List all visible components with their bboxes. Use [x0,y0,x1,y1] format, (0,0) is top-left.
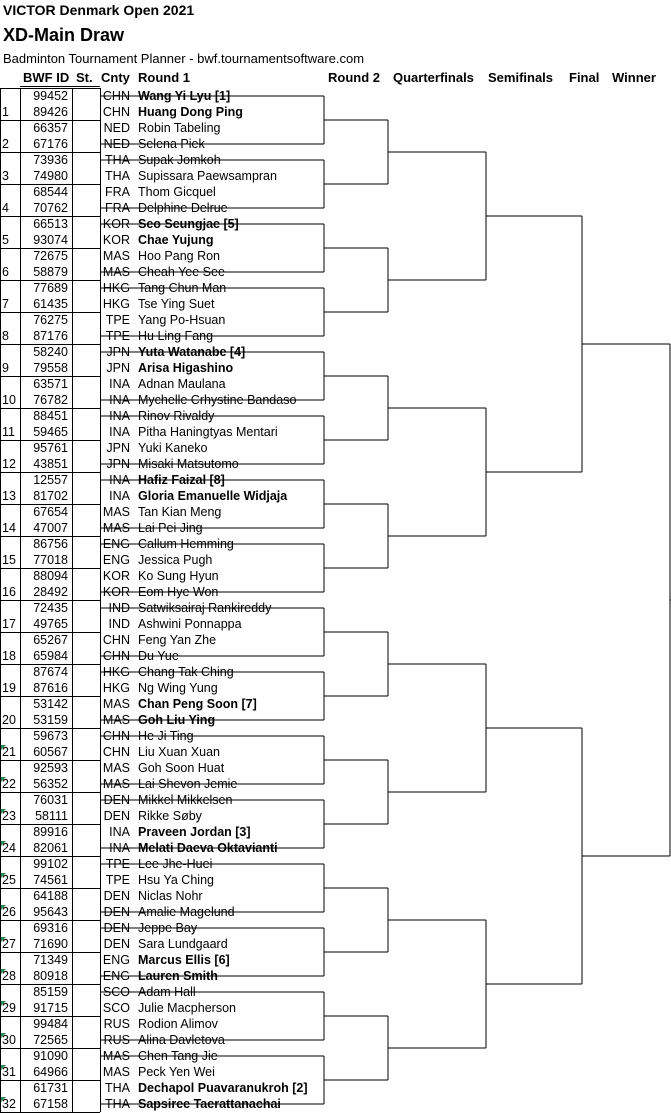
entry-number: 15 [2,553,16,567]
entry-number: 11 [2,425,15,439]
player-country: MAS [102,761,130,775]
player-country: MAS [102,521,130,535]
player-bwf-id: 87176 [33,329,68,343]
player-country: KOR [102,569,130,583]
player-name: Eom Hye Won [138,585,219,599]
player-country: DEN [103,793,130,807]
entry-number: 4 [2,201,9,215]
player-bwf-id: 58111 [35,809,68,823]
player-bwf-id: 61435 [33,297,68,311]
player-country: THA [105,169,130,183]
entry-number: 16 [2,585,16,599]
player-bwf-id: 88094 [33,569,68,583]
entry-number: 20 [2,713,16,727]
player-country: CHN [102,105,130,119]
player-country: NED [103,137,130,151]
player-country: KOR [102,233,130,247]
player-name: Sapsiree Taerattanachai [138,1097,281,1111]
player-name: Julie Macpherson [138,1001,236,1015]
player-country: DEN [103,905,130,919]
source-line: Badminton Tournament Planner - bwf.tournamentsoftware.com [3,51,365,66]
entry-number: 24 [2,841,16,855]
player-name: Hu Ling Fang [138,329,214,343]
player-name: Ng Wing Yung [138,681,218,695]
player-bwf-id: 72565 [33,1033,68,1047]
player-bwf-id: 65267 [33,633,68,647]
player-name: Satwiksairaj Rankireddy [138,601,272,615]
player-name: Tang Chun Man [138,281,227,295]
entry-number: 32 [2,1097,16,1111]
player-name: Chan Peng Soon [7] [138,697,257,711]
player-bwf-id: 81702 [33,489,68,503]
player-name: Cheah Yee See [138,265,225,279]
player-bwf-id: 59673 [33,729,68,743]
player-bwf-id: 76275 [33,313,68,327]
entry-number: 29 [2,1001,16,1015]
entry-number: 14 [2,521,16,535]
event-title: VICTOR Denmark Open 2021 [3,2,195,18]
player-country: MAS [102,505,130,519]
player-bwf-id: 82061 [33,841,68,855]
player-name: Rodion Alimov [138,1017,218,1031]
player-bwf-id: 92593 [33,761,68,775]
player-country: CHN [102,649,130,663]
player-name: Melati Daeva Oktavianti [138,841,278,855]
player-bwf-id: 88451 [33,409,68,423]
player-country: CHN [102,745,130,759]
player-bwf-id: 95761 [33,441,68,455]
player-country: TPE [105,313,130,327]
entry-number: 10 [2,393,16,407]
player-name: Adam Hall [138,985,196,999]
player-country: MAS [102,697,130,711]
player-bwf-id: 64966 [33,1065,68,1079]
player-name: Marcus Ellis [6] [138,953,230,967]
player-bwf-id: 86756 [33,537,68,551]
player-name: Seo Seungjae [5] [138,217,239,231]
player-country: THA [105,153,130,167]
entry-number: 1 [2,105,9,119]
player-name: Jessica Pugh [138,553,213,567]
player-country: ENG [102,553,130,567]
player-name: Hsu Ya Ching [138,873,214,887]
player-name: Hafiz Faizal [8] [138,473,225,487]
player-name: Tse Ying Suet [138,297,215,311]
player-name: Amalie Magelund [138,905,235,919]
entry-number: 5 [2,233,9,247]
entry-number: 18 [2,649,16,663]
player-country: MAS [102,777,130,791]
player-bwf-id: 91715 [33,1001,68,1015]
player-bwf-id: 72435 [33,601,68,615]
player-bwf-id: 47007 [33,521,68,535]
player-name: Lee Jhe-Huei [138,857,213,871]
player-bwf-id: 66513 [33,217,68,231]
player-bwf-id: 79558 [33,361,68,375]
player-name: Arisa Higashino [138,361,234,375]
player-bwf-id: 77018 [33,553,68,567]
player-bwf-id: 68544 [33,185,68,199]
player-country: CHN [102,89,130,103]
player-name: Ashwini Ponnappa [138,617,242,631]
player-name: Rinov Rivaldy [138,409,215,423]
player-country: DEN [103,889,130,903]
player-country: INA [109,825,130,839]
player-country: ENG [102,953,130,967]
player-name: Goh Soon Huat [138,761,225,775]
player-name: Hoo Pang Ron [138,249,221,263]
player-name: Feng Yan Zhe [138,633,217,647]
player-name: Jeppe Bay [138,921,198,935]
player-country: THA [105,1097,130,1111]
player-name: Praveen Jordan [3] [138,825,251,839]
entry-number: 30 [2,1033,16,1047]
player-name: Lai Pei Jing [138,521,203,535]
player-name: Yuta Watanabe [4] [138,345,246,359]
player-bwf-id: 76782 [33,393,68,407]
header-status: St. [76,70,93,85]
player-name: Callum Hemming [138,537,234,551]
player-bwf-id: 93074 [33,233,68,247]
player-name: Ko Sung Hyun [138,569,219,583]
player-name: Mychelle Crhystine Bandaso [138,393,297,407]
player-bwf-id: 95643 [33,905,68,919]
player-country: HKG [102,297,130,311]
header-round1: Round 1 [138,70,190,85]
player-country: SCO [102,985,130,999]
player-country: HKG [102,665,130,679]
player-country: INA [109,377,130,391]
player-name: Misaki Matsutomo [138,457,239,471]
player-bwf-id: 89426 [33,105,68,119]
player-name: Rikke Søby [138,809,202,823]
entry-number: 6 [2,265,9,279]
player-country: JPN [106,345,130,359]
player-country: HKG [102,281,130,295]
player-country: INA [109,489,130,503]
player-country: INA [109,841,130,855]
entry-number: 13 [2,489,16,503]
player-name: Pitha Haningtyas Mentari [138,425,278,439]
player-country: HKG [102,681,130,695]
player-country: RUS [103,1033,130,1047]
player-bwf-id: 74980 [33,169,68,183]
player-bwf-id: 71690 [33,937,68,951]
player-name: Wang Yi Lyu [1] [138,89,231,103]
player-name: Thom Gicquel [138,185,216,199]
player-name: Chang Tak Ching [138,665,234,679]
entry-number: 23 [2,809,16,823]
player-bwf-id: 77689 [33,281,68,295]
player-bwf-id: 99484 [33,1017,68,1031]
player-bwf-id: 73936 [33,153,68,167]
player-bwf-id: 49765 [33,617,68,631]
player-name: Alina Davletova [138,1033,225,1047]
player-bwf-id: 53159 [33,713,68,727]
player-country: DEN [103,809,130,823]
entry-number: 9 [2,361,9,375]
player-country: INA [109,425,130,439]
player-country: INA [109,409,130,423]
player-bwf-id: 63571 [33,377,68,391]
player-name: Adnan Maulana [138,377,226,391]
player-name: Lai Shevon Jemie [138,777,238,791]
player-name: Goh Liu Ying [138,713,216,727]
player-bwf-id: 87674 [33,665,68,679]
player-bwf-id: 64188 [33,889,68,903]
player-bwf-id: 70762 [33,201,68,215]
entry-number: 25 [2,873,16,887]
player-country: SCO [102,1001,130,1015]
player-country: CHN [102,633,130,647]
player-name: Yang Po-Hsuan [138,313,226,327]
player-country: KOR [102,585,130,599]
entry-number: 21 [2,745,16,759]
header-semifinals: Semifinals [488,70,554,85]
player-name: Chae Yujung [138,233,214,247]
player-bwf-id: 71349 [33,953,68,967]
player-country: JPN [106,361,130,375]
player-bwf-id: 58240 [33,345,68,359]
header-round2: Round 2 [328,70,380,85]
player-name: Supissara Paewsampran [138,169,277,183]
player-name: Du Yue [138,649,179,663]
player-name: Niclas Nohr [138,889,203,903]
entry-number: 3 [2,169,9,183]
player-country: ENG [102,969,130,983]
player-bwf-id: 76031 [33,793,68,807]
player-bwf-id: 87616 [33,681,68,695]
entry-number: 17 [2,617,16,631]
entry-number: 8 [2,329,9,343]
player-name: Dechapol Puavaranukroh [2] [138,1081,308,1095]
player-name: Tan Kian Meng [138,505,222,519]
player-country: IND [108,601,130,615]
player-bwf-id: 58879 [33,265,68,279]
player-name: Peck Yen Wei [138,1065,215,1079]
player-country: MAS [102,1049,130,1063]
player-country: DEN [103,921,130,935]
player-country: THA [105,1081,130,1095]
entry-number: 28 [2,969,16,983]
entry-number: 12 [2,457,16,471]
player-bwf-id: 65984 [33,649,68,663]
player-bwf-id: 72675 [33,249,68,263]
entry-number: 2 [2,137,9,151]
player-name: Delphine Delrue [138,201,228,215]
player-name: Mikkel Mikkelsen [138,793,233,807]
player-country: FRA [105,185,130,199]
player-country: MAS [102,1065,130,1079]
player-bwf-id: 99102 [33,857,68,871]
player-bwf-id: 67654 [33,505,68,519]
player-name: Yuki Kaneko [138,441,208,455]
player-bwf-id: 28492 [33,585,68,599]
player-name: Sara Lundgaard [138,937,228,951]
player-bwf-id: 80918 [33,969,68,983]
header-bwf-id: BWF ID [23,70,70,85]
player-country: ENG [102,537,130,551]
entry-number: 22 [2,777,16,791]
entry-number: 26 [2,905,16,919]
player-name: Huang Dong Ping [138,105,243,119]
player-country: FRA [105,201,130,215]
player-bwf-id: 12557 [33,473,68,487]
player-bwf-id: 66357 [33,121,68,135]
header-country: Cnty [101,70,130,85]
player-bwf-id: 85159 [33,985,68,999]
player-name: Selena Piek [138,137,205,151]
player-name: Lauren Smith [138,969,218,983]
player-country: KOR [102,217,130,231]
entry-number: 27 [2,937,16,951]
entry-number: 7 [2,297,9,311]
player-bwf-id: 56352 [33,777,68,791]
player-country: RUS [103,1017,130,1031]
player-name: Supak Jomkoh [138,153,221,167]
player-bwf-id: 91090 [33,1049,68,1063]
player-bwf-id: 74561 [33,873,68,887]
player-country: TPE [105,873,130,887]
header-quarterfinals: Quarterfinals [393,70,474,85]
player-country: TPE [105,329,130,343]
player-bwf-id: 43851 [33,457,68,471]
draw-title: XD-Main Draw [3,25,125,45]
player-country: MAS [102,249,130,263]
player-country: INA [109,393,130,407]
player-country: CHN [102,729,130,743]
player-name: Liu Xuan Xuan [138,745,221,759]
player-country: TPE [105,857,130,871]
player-bwf-id: 89916 [33,825,68,839]
player-name: Gloria Emanuelle Widjaja [138,489,288,503]
player-name: Chen Tang Jie [138,1049,218,1063]
entry-number: 31 [2,1065,16,1079]
entry-number: 19 [2,681,16,695]
player-bwf-id: 60567 [33,745,68,759]
player-name: Robin Tabeling [138,121,221,135]
player-country: MAS [102,713,130,727]
player-country: JPN [106,457,130,471]
player-bwf-id: 59465 [33,425,68,439]
player-country: INA [109,473,130,487]
player-country: MAS [102,265,130,279]
header-winner: Winner [612,70,656,85]
player-bwf-id: 67176 [33,137,68,151]
player-country: JPN [106,441,130,455]
player-name: He Ji Ting [138,729,194,743]
player-bwf-id: 67158 [33,1097,68,1111]
player-country: DEN [103,937,130,951]
player-bwf-id: 53142 [33,697,68,711]
player-bwf-id: 69316 [33,921,68,935]
player-bwf-id: 61731 [33,1081,68,1095]
header-final: Final [569,70,600,85]
player-country: IND [108,617,130,631]
player-country: NED [103,121,130,135]
player-bwf-id: 99452 [33,89,68,103]
